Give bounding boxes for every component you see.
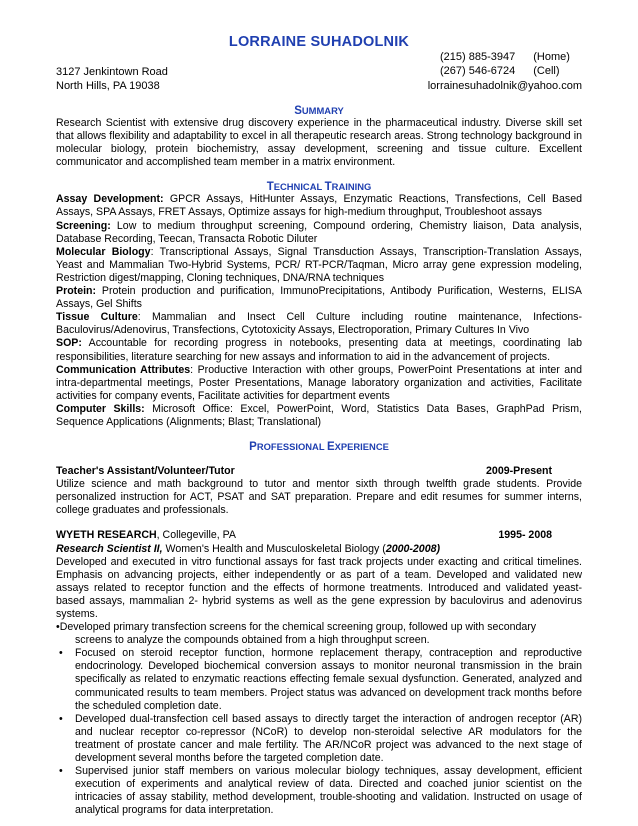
job-2-location: , Collegeville, PA <box>156 529 236 542</box>
training-heading-initial-1: T <box>266 181 274 194</box>
training-text: Accountable for recording progress in notebooks, presenting data at meetings, coordinating lab responsibilities, literature searching for new assays and information to aid in the advancement of projects. <box>56 337 582 363</box>
job-2-header <box>56 529 582 542</box>
training-label: Communication Attributes <box>56 363 191 376</box>
address-line-2: North Hills, PA 19038 <box>56 80 160 92</box>
training-item <box>56 285 582 311</box>
list-item <box>56 621 582 647</box>
job-2-dates: 1995- 2008 <box>498 529 552 542</box>
job-2-department: Women's Health and Musculoskeletal Biology ( <box>162 542 386 555</box>
list-item: • Focused on steroid receptor function, hormone replacement therapy, contraception and reproductive endocrinology. Developed biochemical conversion assays to monitor neuronal transmission in the brain specifically as related to enzymatic reactions effecting female sexual dysfunction. Generated, analyzed and communicated results to team members. Project status was advanced on development track months before the scheduled completion date. <box>56 647 582 712</box>
experience-heading-rest-2: XPERIENCE <box>334 441 389 453</box>
experience-heading-initial-1: P <box>249 441 257 454</box>
training-text: GPCR Assays, HitHunter Assays, Enzymatic Reactions, Transfections, Cell Based Assays, SPA Assays, FRET Assays, Optimize assays for high-medium throughput, Troubleshoot assays <box>56 193 582 219</box>
training-label: Screening: <box>56 219 111 232</box>
home-phone: (215) 885-3947 <box>440 51 516 63</box>
job-1-dates: 2009-Present <box>486 465 552 478</box>
training-item <box>56 403 582 429</box>
candidate-name: LORRAINE SUHADOLNIK <box>228 34 410 50</box>
training-label: Computer Skills: <box>56 402 145 415</box>
training-text: : Transcriptional Assays, Signal Transduction Assays, Transcription-Translation Assays, Yeast and Mammalian Two-Hybrid Systems, PCR/ RT-PCR/Taqman, Micro array gene expression modeling, Restriction digest/mapping, Cloning techniques, DNA/RNA techniques <box>56 245 582 284</box>
experience-heading-initial-2: E <box>326 441 335 454</box>
training-heading-initial-2: T <box>324 181 332 194</box>
training-text: Low to medium throughput screening, Compound ordering, Chemistry liaison, Data analysis, Database Recording, Teecan, Transacta Robotic Diluter <box>56 219 582 245</box>
job-2-role-line <box>56 543 582 556</box>
summary-heading-rest: UMMARY <box>301 105 344 116</box>
address-line-1: 3127 Jenkintown Road <box>56 66 168 78</box>
home-phone-label: (Home) <box>533 51 570 63</box>
resume-page <box>56 34 582 818</box>
job-2-bullet-list <box>56 621 582 817</box>
bullet-icon: • <box>56 621 60 634</box>
cell-phone: (267) 546-6724 <box>440 65 516 77</box>
job-2-employer <box>56 529 236 542</box>
job-2-role-dates: 2000-2008) <box>385 542 441 555</box>
training-label: Molecular Biology <box>56 245 151 258</box>
contact-block <box>56 50 582 94</box>
bullet-text-line-2: screens to analyze the compounds obtained from a high throughput screen. <box>75 634 430 647</box>
bullet-text-line-1: Developed primary transfection screens for the chemical screening group, followed up with secondary <box>59 621 537 634</box>
training-label: Assay Development: <box>56 193 164 206</box>
experience-heading-rest-1: ROFESSIONAL <box>256 441 327 453</box>
training-heading-rest-2: RAINING <box>331 181 372 193</box>
summary-text: Research Scientist with extensive drug discovery experience in the pharmaceutical industry. Diverse skill set that allows flexibility and adaptability to excel in all therapeutic research areas. Strong technology background in molecular biology, protein biochemistry, assay development, screening and tissue culture. Excellent communicator and accomplished team member in a matrix environment. <box>56 117 582 169</box>
training-text: : Productive Interaction with other groups, PowerPoint Presentations at inter and intra-departmental meetings, Poster Presentations, Manage laboratory organization and activities, Facilitate activities for company events, Facilitate activities for department events <box>56 363 582 402</box>
professional-experience-heading <box>56 441 582 453</box>
training-item <box>56 246 582 285</box>
training-label: Protein: <box>56 285 97 298</box>
training-label: SOP: <box>56 337 82 350</box>
address <box>56 65 168 93</box>
phone-block <box>440 50 582 78</box>
summary-heading-initial: S <box>294 105 302 117</box>
training-item <box>56 193 582 219</box>
job-2-description: Developed and executed in vitro functional assays for fast track projects under exacting and critical timelines. Emphasis on advancing projects, either independently or as part of a team. Developed and validated new assays related to receptor function and the effects of hormone treatments. Introduced and validated yeast-based assays, mammalian 2- hybrid systems as well as the gene expression by baculovirus and adenovirus systems. <box>56 555 582 620</box>
home-phone-row <box>440 50 582 64</box>
summary-heading <box>56 105 582 117</box>
training-heading-rest-1: ECHNICAL <box>273 181 325 193</box>
cell-phone-label: (Cell) <box>533 65 560 77</box>
list-item: • Developed dual-transfection cell based assays to directly target the interaction of androgen receptor (AR) and nuclear receptor co-repressor (NCoR) to develop non-steroidal selective AR modulators for the treatment of prostate cancer and male fertility. The AR/NCoR project was advanced to the next stage of development several months before the targeted completion date. <box>56 713 582 765</box>
training-item <box>56 220 582 246</box>
training-item <box>56 311 582 337</box>
email-address: lorrainesuhadolnik@yahoo.com <box>427 80 582 92</box>
training-text: : Mammalian and Insect Cell Culture including routine maintenance, Infections-Baculovirus/Adenovirus, Transfections, Cytotoxicity Assays, Electroporation, Primary Cultures In Vivo <box>56 311 582 337</box>
technical-training-heading <box>56 181 582 193</box>
training-list <box>56 193 582 429</box>
job-2-role: Research Scientist II, <box>56 542 163 555</box>
list-item: • Supervised junior staff members on various molecular biology techniques, assay development, efficient execution of experiments and analytical review of data. Directed and coached junior scientist on the intricacies of assay stability, method development, trouble-shooting and validation. Instructed on usage of analytical programs for data interpretation. <box>56 765 582 817</box>
job-1-description: Utilize science and math background to tutor and mentor sixth through twelfth grade students. Provide personalized instruction for ACT, PSAT and SAT preparation. Prepare and edit resumes for summer interns, college graduates and professionals. <box>56 478 582 517</box>
job-1-header <box>56 465 582 478</box>
training-text: Microsoft Office: Excel, PowerPoint, Word, Statistics Data Bases, GraphPad Prism, Sequence Applications (Alignments; Blast; Translational) <box>56 402 582 428</box>
cell-phone-row <box>440 64 582 78</box>
job-2-company: WYETH RESEARCH <box>56 529 157 542</box>
training-label: Tissue Culture <box>56 311 138 324</box>
training-item <box>56 364 582 403</box>
training-text: Protein production and purification, ImmunoPrecipitations, Antibody Purification, Westerns, ELISA Assays, Gel Shifts <box>56 285 582 311</box>
training-item <box>56 337 582 363</box>
job-1-title: Teacher's Assistant/Volunteer/Tutor <box>56 465 235 478</box>
